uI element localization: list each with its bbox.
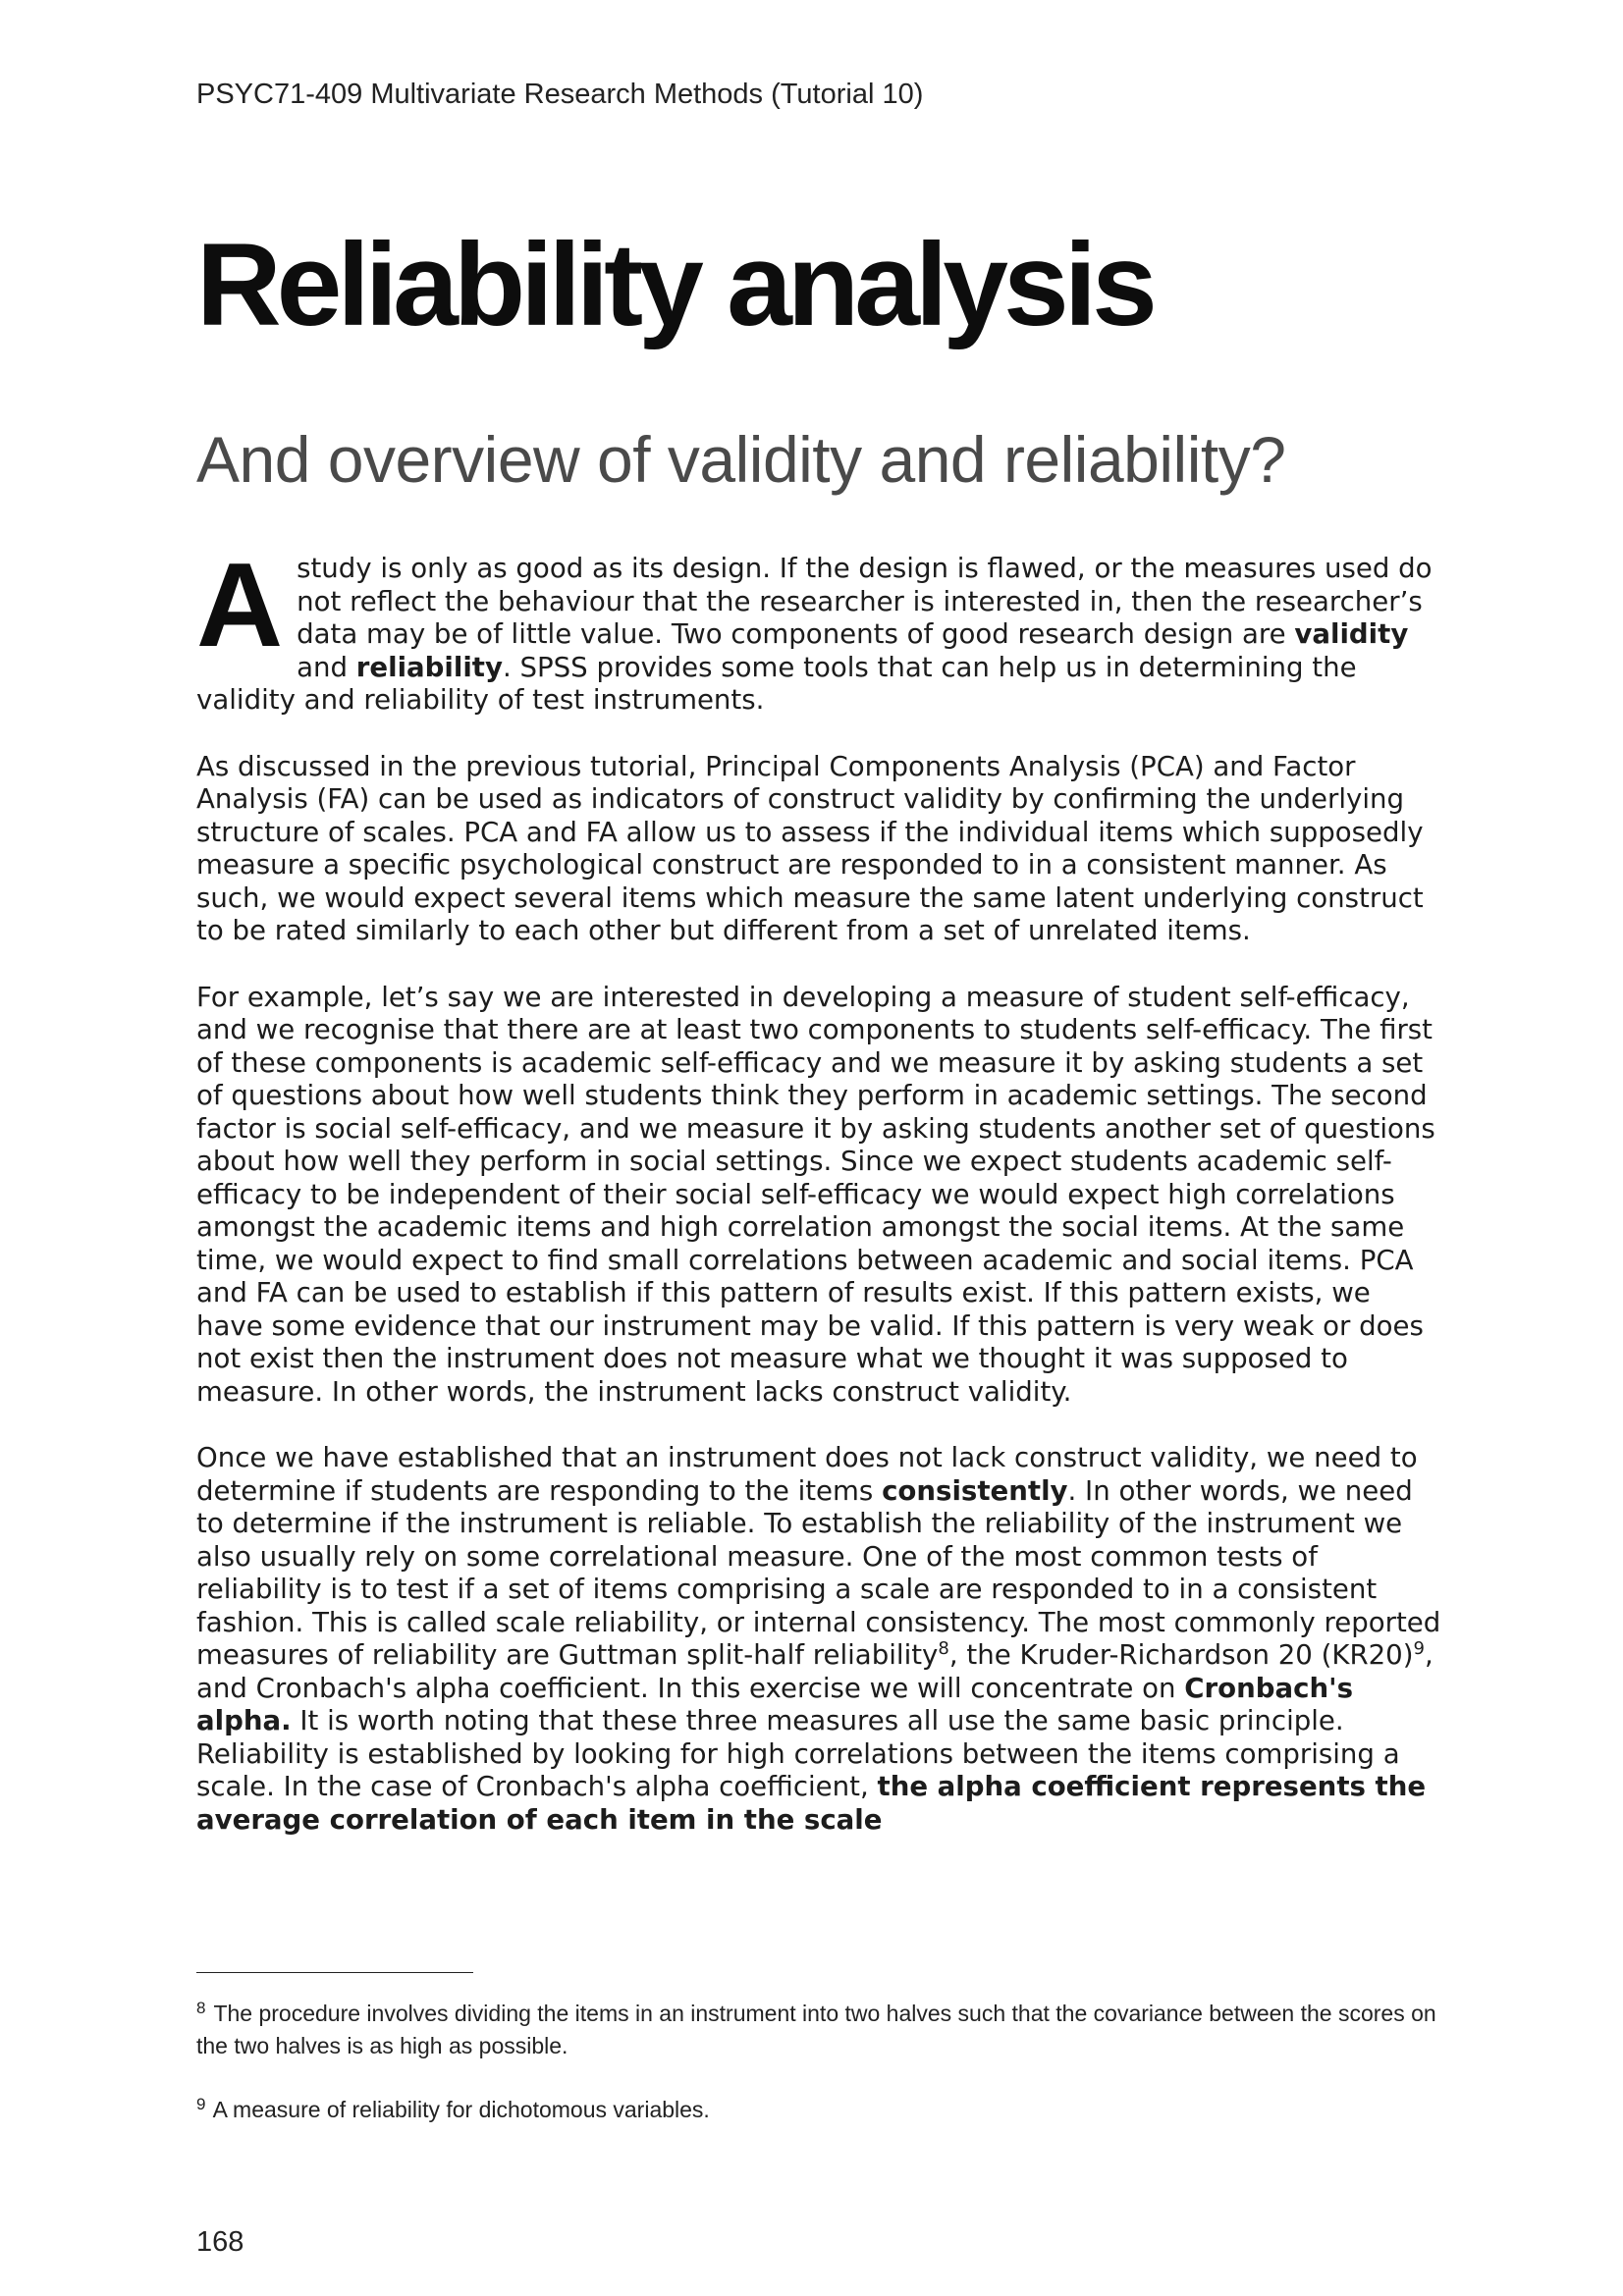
paragraph-reliability bbox=[196, 1441, 1443, 1836]
intro-text-1: study is only as good as its design. If the design is flawed, or the measures used do not reflect the behaviour that the researcher is interested in, then the researcher’s data may be of little value. Two components of good research design are bbox=[297, 552, 1433, 650]
reliability-text-4: , and Cronbach's alpha coefficient. In this exercise we will concentrate on bbox=[196, 1638, 1434, 1704]
term-validity: validity bbox=[1294, 617, 1409, 650]
page-title: Reliability analysis bbox=[196, 219, 1153, 350]
term-reliability: reliability bbox=[355, 650, 503, 683]
footnote-mark: 9 bbox=[196, 2095, 206, 2113]
intro-text-2: and bbox=[297, 650, 356, 683]
drop-cap: A bbox=[196, 538, 284, 671]
alpha-definition: the alpha coefficient represents the average correlation of each item in the scale bbox=[196, 1770, 1427, 1836]
reliability-text-3: , the Kruder-Richardson 20 (KR20) bbox=[948, 1638, 1414, 1671]
footnote-divider bbox=[196, 1972, 473, 1973]
page-subtitle: And overview of validity and reliability? bbox=[196, 423, 1286, 496]
footnote-9 bbox=[196, 2094, 1443, 2126]
paragraph-example: For example, let’s say we are interested in developing a measure of student self-efficacy, and we recognise that there are at least two components to students self-efficacy. The first of these components is academic self-efficacy and we measure it by asking students a set of questions about how well students think they perform in academic settings. The second factor is social self-efficacy, and we measure it by asking students another set of questions about how well they perform in social settings. Since we expect students academic self-efficacy to be independent of their social self-efficacy we would expect high correlations amongst the academic items and high correlation amongst the social items. At the same time, we would expect to find small correlations between academic and social items. PCA and FA can be used to establish if this pattern of results exist. If this pattern exists, we have some evidence that our instrument may be valid. If this pattern is very weak or does not exist then the instrument does not measure what we thought it was supposed to measure. In other words, the instrument lacks construct validity. bbox=[196, 980, 1435, 1408]
paragraph-pca-fa: As discussed in the previous tutorial, Principal Components Analysis (PCA) and Factor Analysis (FA) can be used as indicators of construct validity by confirming the underlying structure of scales. PCA and FA allow us to assess if the individual items which supposedly measure a specific psychological construct are responded to in a consistent manner. As such, we would expect several items which measure the same latent underlying construct to be rated similarly to each other but different from a set of unrelated items. bbox=[196, 749, 1424, 946]
body-text bbox=[196, 538, 1443, 1869]
footnote-mark: 8 bbox=[196, 1999, 206, 2017]
intro-paragraph bbox=[196, 538, 1443, 717]
term-cronbachs-alpha: Cronbach's alpha. bbox=[196, 1671, 1354, 1736]
reliability-text-1: Once we have established that an instrument does not lack construct validity, we need to determine if students are responding to the items bbox=[196, 1441, 1418, 1507]
page-number: 168 bbox=[196, 2226, 244, 2258]
footnote-text: A measure of reliability for dichotomous variables. bbox=[207, 2097, 710, 2122]
footnote-ref-8[interactable]: 8 bbox=[938, 1638, 949, 1659]
reliability-text-5: It is worth noting that these three measures all use the same basic principle. Reliability is established by looking for high correlations between the items comprising a scale. In the case of Cronbach's alpha coefficient, bbox=[196, 1704, 1400, 1802]
running-header: PSYC71-409 Multivariate Research Methods (Tutorial 10) bbox=[196, 79, 924, 110]
footnote-8 bbox=[196, 1998, 1443, 2062]
footnote-ref-9[interactable]: 9 bbox=[1413, 1638, 1425, 1659]
footnotes bbox=[196, 1998, 1443, 2158]
intro-text-3: . SPSS provides some tools that can help us in determining the validity and reliability of test instruments. bbox=[196, 650, 1357, 716]
footnote-text: The procedure involves dividing the items in an instrument into two halves such that the covariance between the scores on the two halves is as high as possible. bbox=[196, 2001, 1436, 2058]
reliability-text-2: . In other words, we need to determine if the instrument is reliable. To establish the reliability of the instrument we also usually rely on some correlational measure. One of the most common tests of reliability is to test if a set of items comprising a scale are responded to in a consistent fashion. This is called scale reliability, or internal consistency. The most commonly reported measures of reliability are Guttman split-half reliability bbox=[196, 1473, 1441, 1671]
term-consistently: consistently bbox=[882, 1473, 1068, 1507]
